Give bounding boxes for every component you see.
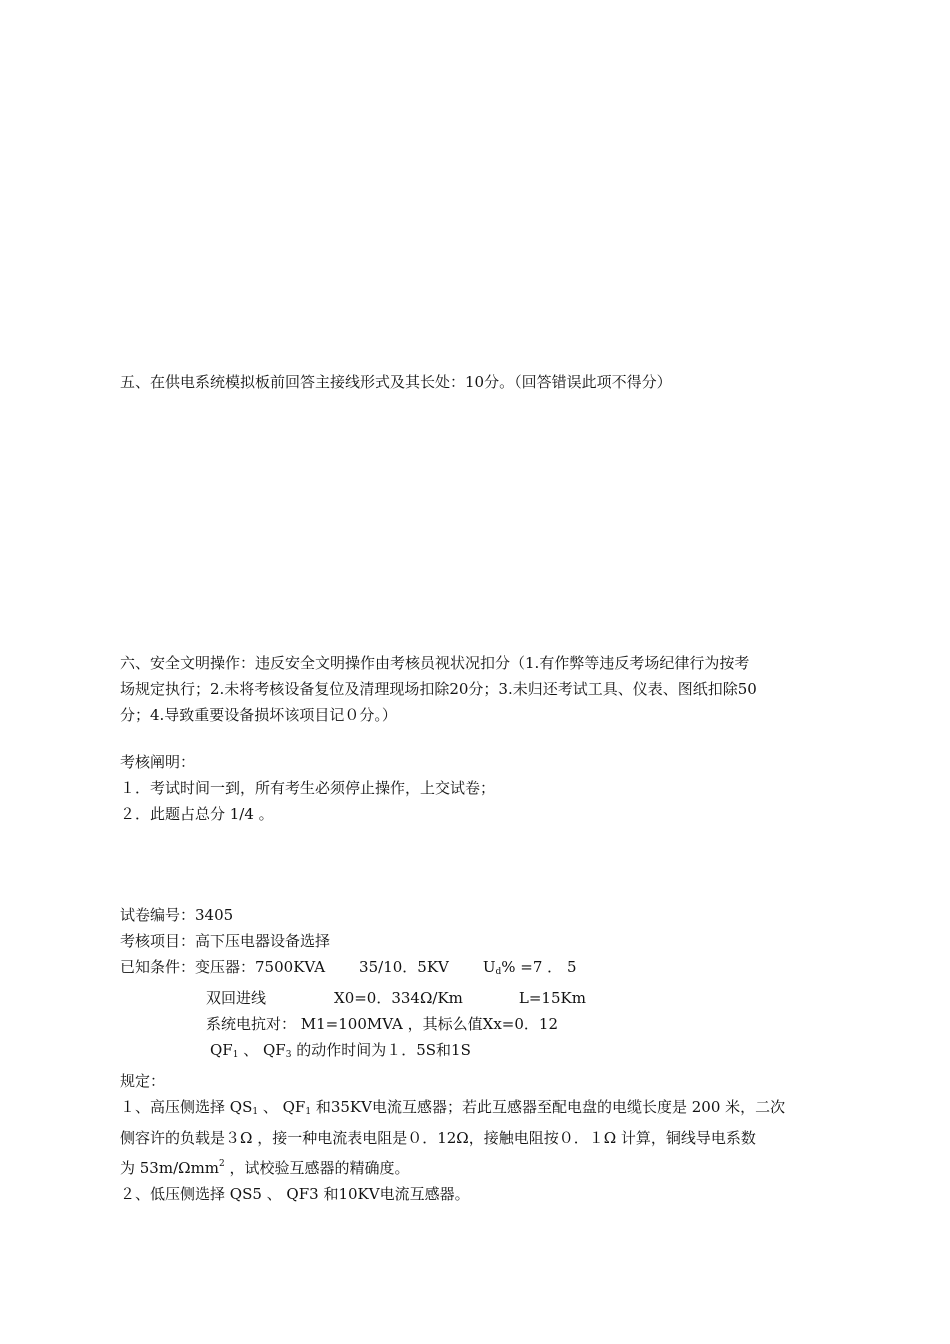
- assessment-notes: [120, 749, 838, 827]
- rule-1-line-2: 侧容许的负载是３Ω ，接一种电流表电阻是０．12Ω，接触电阻按０．１Ω 计算，铜线导电系数: [120, 1129, 756, 1147]
- paper-number-label: 试卷编号：: [120, 906, 196, 924]
- notes-title: 考核阐明：: [120, 753, 196, 771]
- paper-number: 3405: [195, 906, 234, 924]
- section-six-line-3: 分；4.导致重要设备损坏该项目记０分。）: [120, 706, 397, 724]
- conditions-row-3: [120, 1011, 838, 1037]
- project-label: 考核项目：: [120, 932, 196, 950]
- exam-paper-block: [120, 902, 838, 1207]
- conditions-row-1: [120, 954, 838, 985]
- section-six-line-2: 场规定执行；2.未将考核设备复位及清理现场扣除20分；3.未归还考试工具、仪表、图纸扣除50: [120, 680, 757, 698]
- rule-1-line-1: １、高压侧选择 $QS_1$ 、 $QF_1$ 和35KV电流互感器；若此互感器至配电盘的电缆长度是 200 米，二次: [120, 1098, 786, 1117]
- rule-1-line-3: 为 53m/Ωmm$^2$ ，试校验互感器的精确度。: [120, 1159, 410, 1177]
- paper-number-row: [120, 902, 838, 928]
- section-six: [120, 650, 838, 728]
- notes-item-1: １．考试时间一到，所有考生必须停止操作，上交试卷；: [120, 779, 496, 797]
- rules-label: 规定：: [120, 1072, 166, 1090]
- section-five-text: 五、在供电系统模拟板前回答主接线形式及其长处：10分。（回答错误此项不得分）: [120, 373, 672, 391]
- impedance-voltage: $U_d\% =7$ ． 5: [482, 958, 577, 977]
- line-length: L=15Km: [518, 989, 586, 1007]
- breaker-timing: $QF_1$ 、 $QF_3$ 的动作时间为１．5S和1S: [210, 1041, 471, 1060]
- voltage-ratio: 35/10．5KV: [359, 958, 449, 976]
- conditions-row-2: [120, 985, 838, 1011]
- notes-item-2: ２．此题占总分 1/4 。: [120, 805, 274, 823]
- section-five: [120, 369, 838, 395]
- conditions-label: 已知条件：: [120, 958, 196, 976]
- transformer-rating: 变压器：7500KVA: [195, 958, 326, 976]
- double-circuit: 双回进线: [206, 989, 267, 1007]
- project-row: [120, 928, 838, 954]
- section-six-line-1: 六、安全文明操作：违反安全文明操作由考核员视状况扣分（1.有作弊等违反考场纪律行为按考: [120, 654, 750, 672]
- conditions-row-4: [120, 1037, 838, 1068]
- line-reactance: X0=0．334Ω/Km: [334, 989, 463, 1007]
- project-value: 高下压电器设备选择: [195, 932, 331, 950]
- system-reactance: 系统电抗对： M1=100MVA ，其标么值Xx=0．12: [206, 1015, 558, 1033]
- rule-2: ２、低压侧选择 QS5 、 QF3 和10KV电流互感器。: [120, 1185, 470, 1203]
